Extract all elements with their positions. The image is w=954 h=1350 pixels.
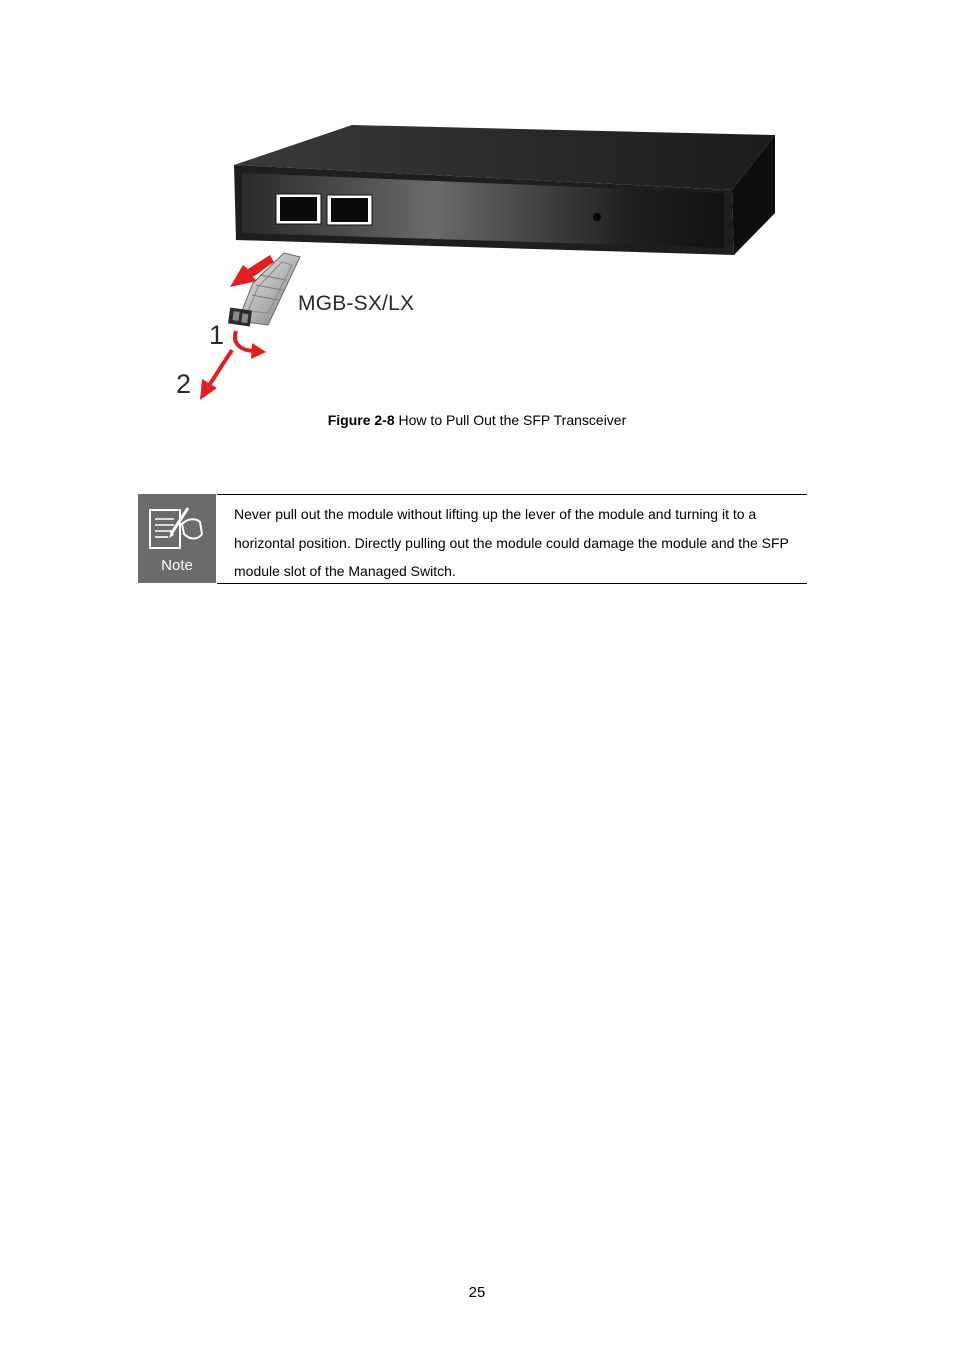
note-box xyxy=(138,494,807,583)
note-icon-label: Note xyxy=(161,557,193,574)
note-icon-tile xyxy=(138,494,216,583)
reset-hole xyxy=(593,213,601,221)
note-text: Never pull out the module without lifting up the lever of the module and turning it to a horizontal position. Directly pulling out the module could damage the module and the SFP module slot of the Managed Switch. xyxy=(234,506,789,579)
sfp-model-label: MGB-SX/LX xyxy=(298,292,415,315)
step-1-label: 1 xyxy=(209,320,225,350)
sfp-port-2-hole xyxy=(331,198,368,222)
figure-caption-label: Figure 2-8 xyxy=(327,412,395,428)
sfp-port-1-hole xyxy=(280,197,317,221)
note-text-box xyxy=(217,494,807,584)
figure-caption-text: How to Pull Out the SFP Transceiver xyxy=(394,412,627,428)
figure-caption xyxy=(0,412,954,428)
page-number: 25 xyxy=(468,1284,486,1301)
pull-out-arrow xyxy=(208,350,232,387)
switch-illustration xyxy=(160,115,790,410)
step-2-label: 2 xyxy=(176,369,192,399)
sfp-removal-figure xyxy=(160,115,790,410)
